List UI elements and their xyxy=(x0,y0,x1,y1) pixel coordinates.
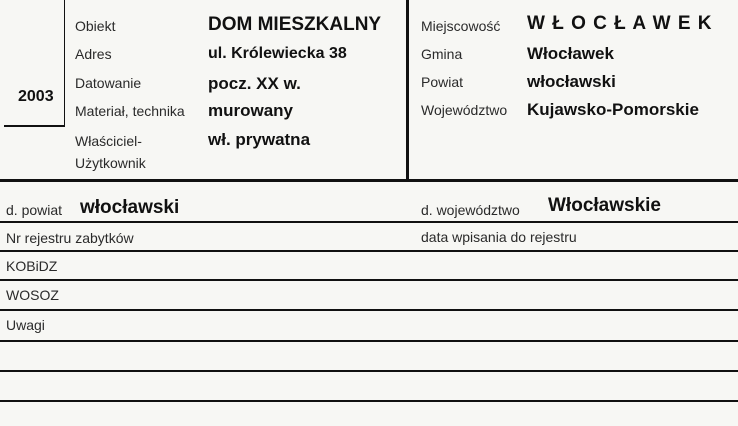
material-label: Materiał, technika xyxy=(75,103,185,119)
owner-label: Właściciel- xyxy=(75,133,142,149)
commune-label: Gmina xyxy=(421,46,463,62)
row-line-7 xyxy=(0,400,738,402)
year-box-right-border xyxy=(64,0,65,126)
object-value: DOM MIESZKALNY xyxy=(208,14,382,35)
column-divider xyxy=(406,0,409,181)
year-box-bottom-border xyxy=(4,125,65,127)
district-value: włocławski xyxy=(527,72,616,91)
owner-value: wł. prywatna xyxy=(208,130,311,149)
object-label: Obiekt xyxy=(75,18,116,34)
notes-label: Uwagi xyxy=(6,317,45,333)
commune-value: Włocławek xyxy=(527,44,614,63)
row-line-5 xyxy=(0,340,738,342)
row-line-2 xyxy=(0,250,738,252)
dating-value: pocz. XX w. xyxy=(208,74,301,93)
voivodeship-value: Kujawsko-Pomorskie xyxy=(527,100,699,119)
user-label: Użytkownik xyxy=(75,155,146,171)
address-label: Adres xyxy=(75,46,112,62)
district-label: Powiat xyxy=(421,74,464,90)
old-voivodeship-label: d. województwo xyxy=(421,202,520,218)
registry-label: Nr rejestru zabytków xyxy=(6,230,134,246)
old-district-value: włocławski xyxy=(80,197,180,218)
row-line-1 xyxy=(0,221,738,223)
year-value: 2003 xyxy=(18,88,54,105)
row-line-3 xyxy=(0,279,738,281)
row-line-4 xyxy=(0,309,738,311)
kobidz-label: KOBiDZ xyxy=(6,258,58,274)
locality-label: Miejscowość xyxy=(421,18,501,34)
material-value: murowany xyxy=(208,101,294,120)
registry-date-label: data wpisania do rejestru xyxy=(421,229,577,245)
old-district-label: d. powiat xyxy=(6,202,63,218)
header-separator xyxy=(0,179,738,182)
locality-value: W Ł O C Ł A W E K xyxy=(527,13,713,34)
voivodeship-label: Województwo xyxy=(421,102,508,118)
row-line-6 xyxy=(0,370,738,372)
wosoz-label: WOSOZ xyxy=(6,287,59,303)
address-value: ul. Królewiecka 38 xyxy=(208,45,347,62)
dating-label: Datowanie xyxy=(75,75,142,91)
old-voivodeship-value: Włocławskie xyxy=(548,195,661,216)
